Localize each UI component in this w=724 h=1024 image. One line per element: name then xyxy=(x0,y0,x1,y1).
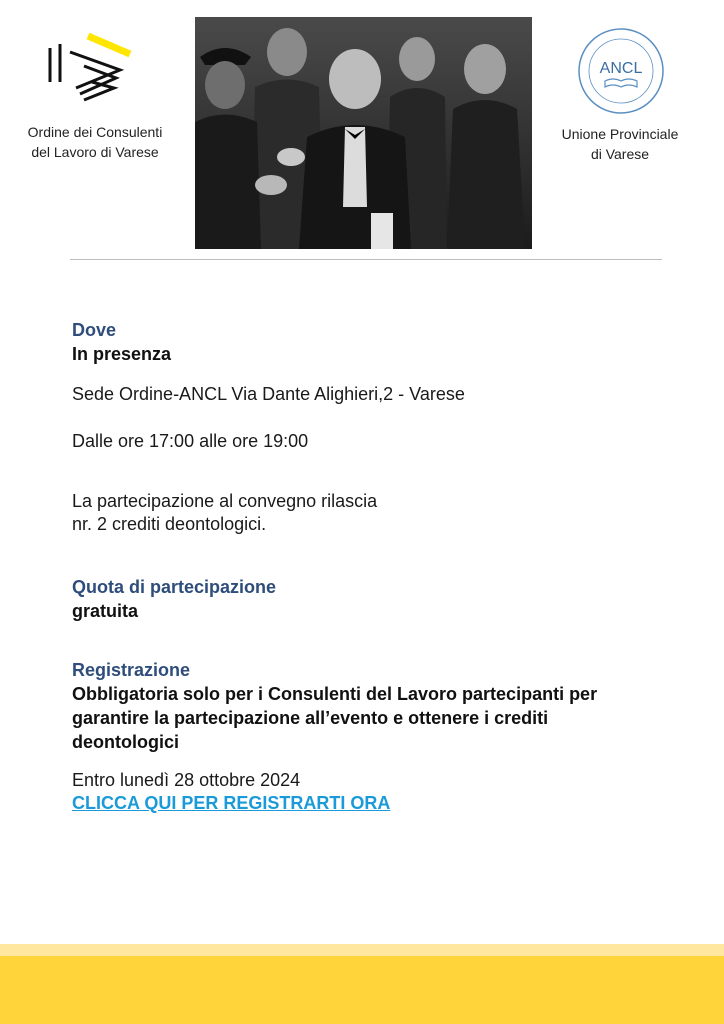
registrazione-line-1: Obbligatoria solo per i Consulenti del Lavoro partecipanti per xyxy=(72,684,598,704)
credits-line-1: La partecipazione al convegno rilascia xyxy=(72,491,378,511)
event-address: Sede Ordine-ANCL Via Dante Alighieri,2 - Varese xyxy=(72,384,465,404)
ancl-logo xyxy=(577,27,665,115)
register-link[interactable] xyxy=(72,792,390,814)
registrazione-line-2: garantire la partecipazione all’evento e ottenere i crediti xyxy=(72,708,549,728)
event-time: Dalle ore 17:00 alle ore 19:00 xyxy=(72,431,309,451)
register-link-label[interactable]: CLICCA QUI PER REGISTRARTI ORA xyxy=(72,793,391,813)
registrazione-heading: Registrazione xyxy=(72,660,191,680)
left-org-name xyxy=(10,122,180,162)
right-org-name xyxy=(545,124,695,164)
ancl-acronym: ANCL xyxy=(599,60,643,77)
left-org-line2: del Lavoro di Varese xyxy=(31,144,159,160)
footer-band xyxy=(0,956,724,1024)
dove-mode: In presenza xyxy=(72,344,172,364)
quota-value: gratuita xyxy=(72,601,139,621)
right-org-line1: Unione Provinciale xyxy=(561,126,679,142)
right-org-line2: di Varese xyxy=(590,146,650,162)
dove-heading: Dove xyxy=(72,320,117,340)
historic-group-photo xyxy=(195,17,532,249)
credits-line-2: nr. 2 crediti deontologici. xyxy=(72,514,267,534)
quota-heading: Quota di partecipazione xyxy=(72,577,277,597)
left-org-line1: Ordine dei Consulenti xyxy=(27,124,163,140)
registrazione-line-3: deontologici xyxy=(72,732,179,752)
header-divider xyxy=(70,259,662,260)
footer-band-light xyxy=(0,944,724,956)
registration-deadline: Entro lunedì 28 ottobre 2024 xyxy=(72,770,301,790)
ordine-consulenti-logo xyxy=(40,30,140,110)
